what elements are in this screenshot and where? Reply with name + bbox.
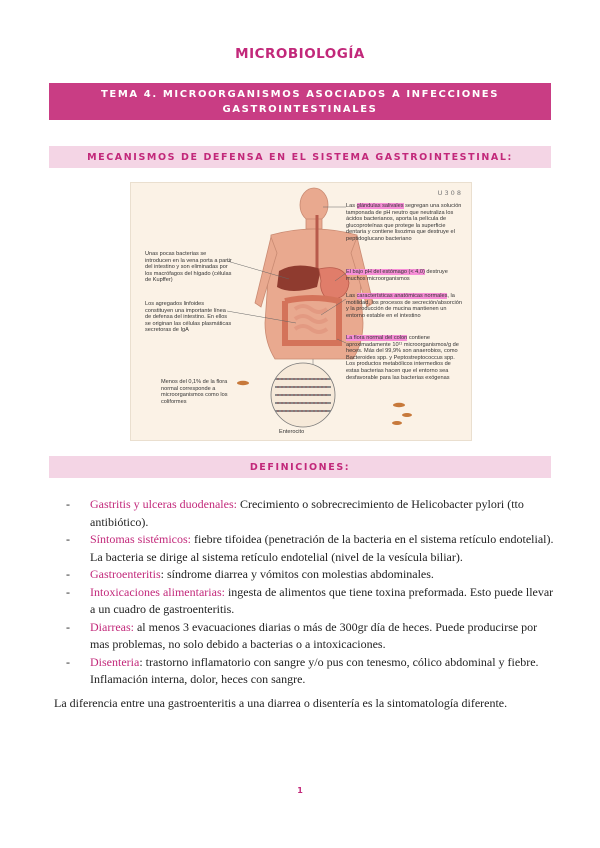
definition-text: : trastorno inflamatorio con sangre y/o pus con tenesmo, cólico abdominal y fiebre. Inflamación interna, dolor, heces con sangre. <box>90 654 539 686</box>
figure-note-anatomy: Las características anatómicas normales, la motilidad, los procesos de secreción/absorción y la producción de mucina mantienen un entorno estable en el intestino <box>346 293 462 319</box>
list-item: - Intoxicaciones alimentarias: ingesta de alimentos que tiene toxina preformada. Esto puede llevar a un cuadro de gastroenteritis. <box>66 584 554 616</box>
figure-note-lymphoid: Los agregados linfoides constituyen una importante línea de defensa del intestino. En ellos se originan las células plasmáticas secretoras de IgA <box>145 301 232 334</box>
definition-term: Gastritis y ulceras duodenales: <box>90 497 237 511</box>
definition-term: Gastroenteritis <box>90 567 161 581</box>
figure-note-colon-flora: La flora normal del colon contiene aproximadamente 10¹¹ microorganismos/g de heces. Más del 99,9% son anaerobios, como Bacteroides spp. y Peptostreptococcus spp. Los productos metabólicos intermedios de estas bacterias hacen que el entorno sea desfavorable para las bacterias exógenas <box>346 335 459 381</box>
liver <box>277 265 321 291</box>
figure-note-coliforms: Menos del 0,1% de la flora normal corresponde a microorganismos como los coliformes <box>161 379 228 405</box>
list-item: - Síntomas sistémicos: fiebre tifoidea (penetración de la bacteria en el sistema retículo endotelial). La bacteria se dirige al sistema retículo endotelial (nivel de la vesícula biliar). <box>66 532 554 564</box>
figure-note-stomach: El bajo pH del estómago (< 4,0) destruye muchos microorganismos <box>346 269 448 282</box>
highlight-anatomy: características anatómicas normales <box>356 293 448 299</box>
figure-code: U 3 0 8 <box>437 189 461 197</box>
definition-term: Intoxicaciones alimentarias: <box>90 584 225 599</box>
section-heading-defense: MECANISMOS DE DEFENSA EN EL SISTEMA GASTROINTESTINAL: <box>49 146 551 168</box>
page-number: 1 <box>297 786 303 795</box>
figure-note-salivary: Las glándulas salivales segregan una solución tamponada de pH neutro que neutraliza los ácidos bacterianos, aporta la película de glucoproteínas que protege la superficie dentaria y contiene lisozima que destruye el peptidoglucano bacteriano <box>346 203 462 242</box>
highlight-stomach: El bajo pH del estómago (< 4,0) <box>346 269 425 275</box>
definition-text: al menos 3 evacuaciones diarias o más de 300gr día de heces. Puede producirse por mas problemas, no solo debido a bacterias o a intoxicaciones. <box>90 619 538 651</box>
definition-text: fiebre tifoidea (penetración de la bacteria en el sistema retículo endotelial). La bacteria se dirige al sistema retículo endotelial (nivel de la vesícula biliar). <box>90 532 554 564</box>
definition-text: ingesta de alimentos que tiene toxina preformada. Esto puede llevar a un cuadro de gastroenteritis. <box>90 584 554 616</box>
list-item: - Disenteria: trastorno inflamatorio con sangre y/o pus con tenesmo, cólico abdominal y fiebre. Inflamación interna, dolor, heces con sangre. <box>66 654 539 686</box>
list-item: - Diarreas: al menos 3 evacuaciones diarias o más de 300gr día de heces. Puede producirse por mas problemas, no solo debido a bacterias o a intoxicaciones. <box>66 619 538 651</box>
document-title: MICROBIOLOGÍA <box>235 46 365 62</box>
topic-title-line-2: GASTROINTESTINALES <box>222 103 378 115</box>
list-item: - Gastritis y ulceras duodenales: Crecimiento o sobrecrecimiento de Helicobacter pylori (tto antibiótico). <box>66 497 524 529</box>
definition-term: Diarreas: <box>90 619 134 634</box>
definitions-list <box>66 496 554 689</box>
digestive-system-figure <box>130 182 472 441</box>
topic-title-line-1: TEMA 4. MICROORGANISMOS ASOCIADOS A INFECCIONES <box>100 88 500 100</box>
list-item: - Gastroenteritis: síndrome diarrea y vómitos con molestias abdominales. <box>66 567 434 581</box>
highlight-salivary: glándulas salivales <box>356 203 404 209</box>
topic-banner <box>49 83 551 120</box>
figure-label-enterocyte: Enterocito <box>279 429 305 435</box>
definition-text: : síndrome diarrea y vómitos con molestias abdominales. <box>160 567 434 581</box>
enterocyte-magnified <box>271 363 335 427</box>
definition-term: Disenteria <box>90 654 140 669</box>
conclusion-paragraph: La diferencia entre una gastroenteritis a una diarrea o disentería es la sintomatología diferente. <box>54 696 508 710</box>
definition-text: Crecimiento o sobrecrecimiento de Helicobacter pylori (tto antibiótico). <box>90 497 524 529</box>
section-heading-definitions: DEFINICIONES: <box>49 456 551 478</box>
definition-term: Síntomas sistémicos: <box>90 532 192 546</box>
figure-note-portal-vein: Unas pocas bacterias se introducen en la vena porta a partir del intestino y son eliminadas por los macrófagos del hígado (células de Kupffer) <box>145 251 232 284</box>
highlight-colon: La flora normal del colon <box>346 335 408 341</box>
